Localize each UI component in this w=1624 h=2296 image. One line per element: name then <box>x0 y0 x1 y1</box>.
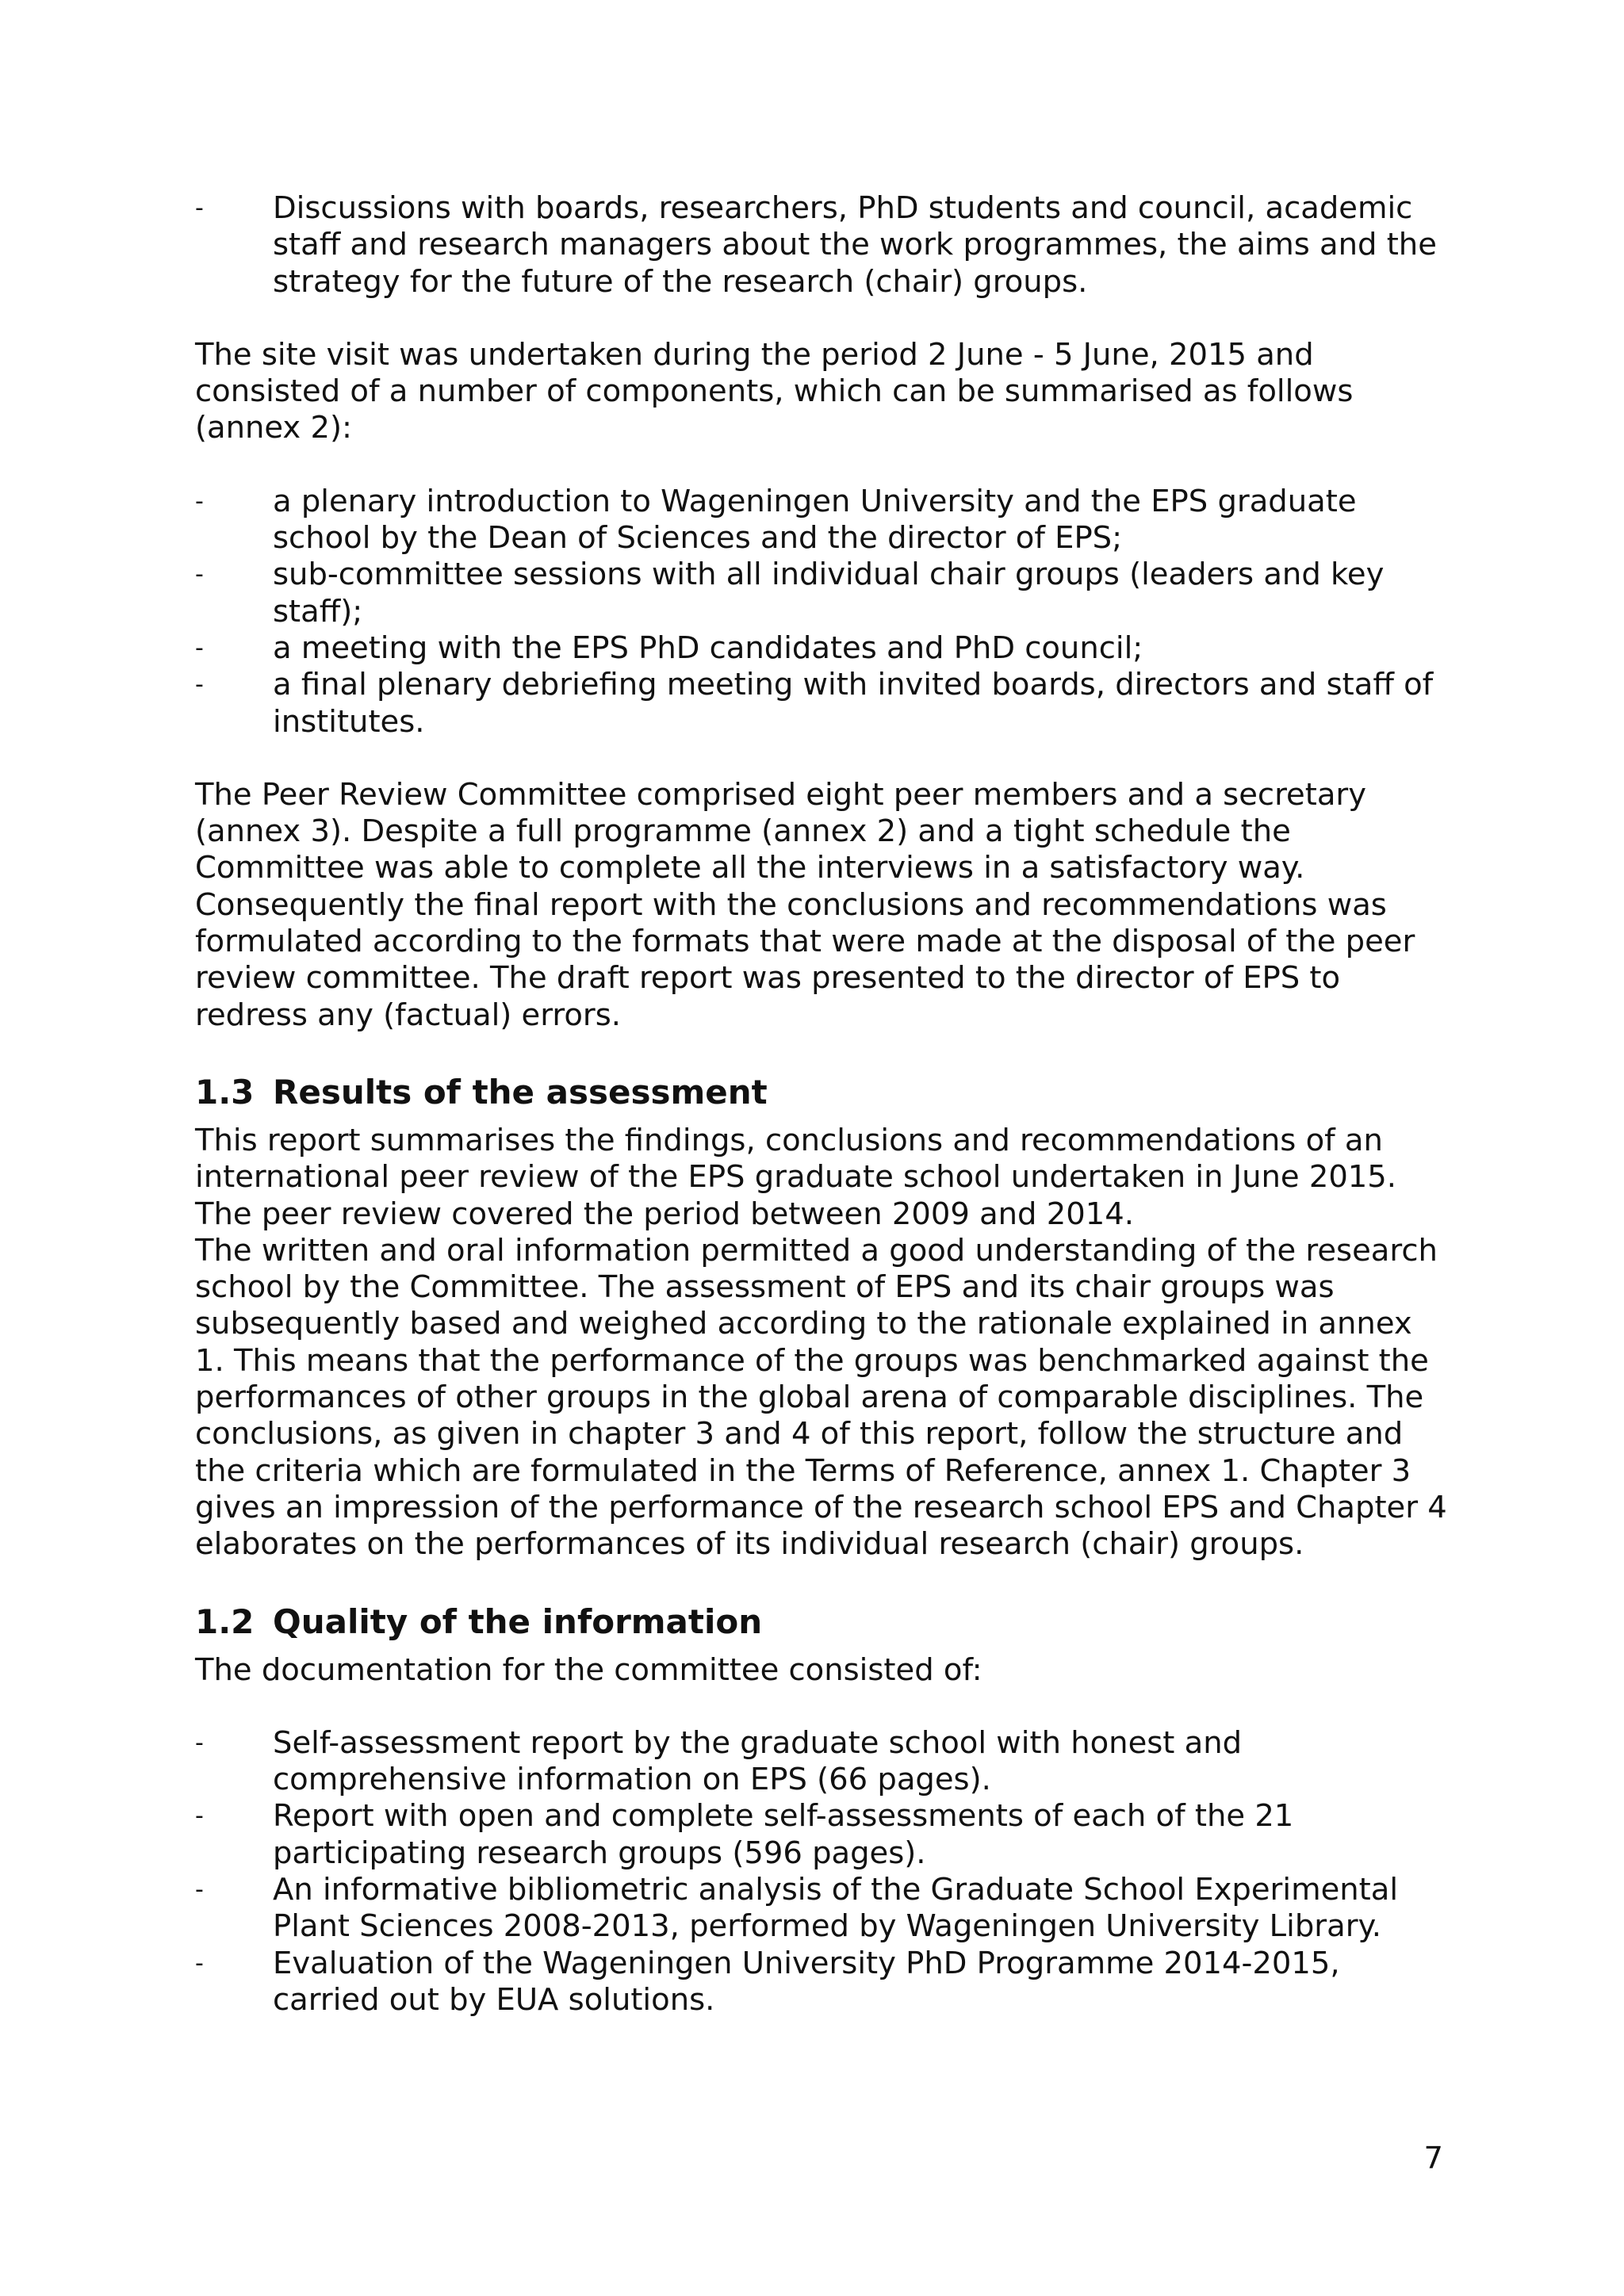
list-dash: - <box>195 1949 204 1977</box>
site-visit-paragraph: The site visit was undertaken during the period 2 June - 5 June, 2015 and consisted of a number of components, which can be summarised as follows (annex 2): <box>195 336 1354 446</box>
page-number: 7 <box>1423 2141 1443 2176</box>
list-dash: - <box>195 1728 204 1757</box>
list-dash: - <box>195 487 204 515</box>
list-dash: - <box>195 194 204 222</box>
list-dash: - <box>195 671 204 699</box>
section-title: Quality of the information <box>273 1601 763 1641</box>
list-dash: - <box>195 633 204 662</box>
list-item: - Report with open and complete self-assessments of each of the 21 participating research groups (596 pages). <box>195 1798 1294 1871</box>
list-item: - Discussions with boards, researchers, PhD students and council, academic staff and research managers about the work programmes, the aims and the strategy for the future of the research (chair) groups. <box>195 190 1437 300</box>
list-dash: - <box>195 561 204 589</box>
list-item: - sub-committee sessions with all individual chair groups (leaders and key staff); <box>195 557 1385 629</box>
quality-intro: The documentation for the committee consisted of: <box>195 1651 982 1688</box>
results-paragraph-1: This report summarises the findings, conclusions and recommendations of an international peer review of the EPS graduate school undertaken in June 2015. The peer review covered the period between 2009 and 2014. <box>195 1122 1397 1232</box>
site-visit-list <box>195 484 1448 740</box>
list-dash: - <box>195 1802 204 1831</box>
section-title: Results of the assessment <box>273 1072 768 1112</box>
intro-list <box>195 190 1448 300</box>
list-dash: - <box>195 1875 204 1904</box>
results-paragraph-2: The written and oral information permitted a good understanding of the research school by the Committee. The assessment of EPS and its chair groups was subsequently based and weighed according to the rationale explained in annex 1. This means that the performance of the groups was benchmarked against the performances of other groups in the global arena of comparable disciplines. The conclusions, as given in chapter 3 and 4 of this report, follow the structure and the criteria which are formulated in the Terms of Reference, annex 1. Chapter 3 gives an impression of the performance of the research school EPS and Chapter 4 elaborates on the performances of its individual research (chair) groups. <box>195 1232 1447 1563</box>
documentation-list <box>195 1725 1448 2019</box>
section-number: 1.3 <box>195 1072 255 1112</box>
list-item: - a final plenary debriefing meeting with invited boards, directors and staff of institutes. <box>195 667 1434 740</box>
list-item: - a plenary introduction to Wageningen University and the EPS graduate school by the Dean of Sciences and the director of EPS; <box>195 483 1357 557</box>
document-page <box>195 190 1448 2019</box>
list-item: - a meeting with the EPS PhD candidates and PhD council; <box>195 629 1143 666</box>
list-item: - Self-assessment report by the graduate school with honest and comprehensive information on EPS (66 pages). <box>195 1724 1243 1798</box>
section-heading-quality <box>195 1600 1448 1644</box>
section-heading-results <box>195 1070 1448 1115</box>
section-number: 1.2 <box>195 1601 255 1641</box>
committee-paragraph: The Peer Review Committee comprised eight peer members and a secretary (annex 3). Despite a full programme (annex 2) and a tight schedule the Committee was able to complete all the interviews in a satisfactory way. Consequently the final report with the conclusions and recommendations was formulated according to the formats that were made at the disposal of the peer review committee. The draft report was presented to the director of EPS to redress any (factual) errors. <box>195 776 1415 1033</box>
list-item: - An informative bibliometric analysis of the Graduate School Experimental Plant Sciences 2008-2013, performed by Wageningen University Library. <box>195 1871 1399 1945</box>
list-item: - Evaluation of the Wageningen University PhD Programme 2014-2015, carried out by EUA solutions. <box>195 1945 1340 2018</box>
